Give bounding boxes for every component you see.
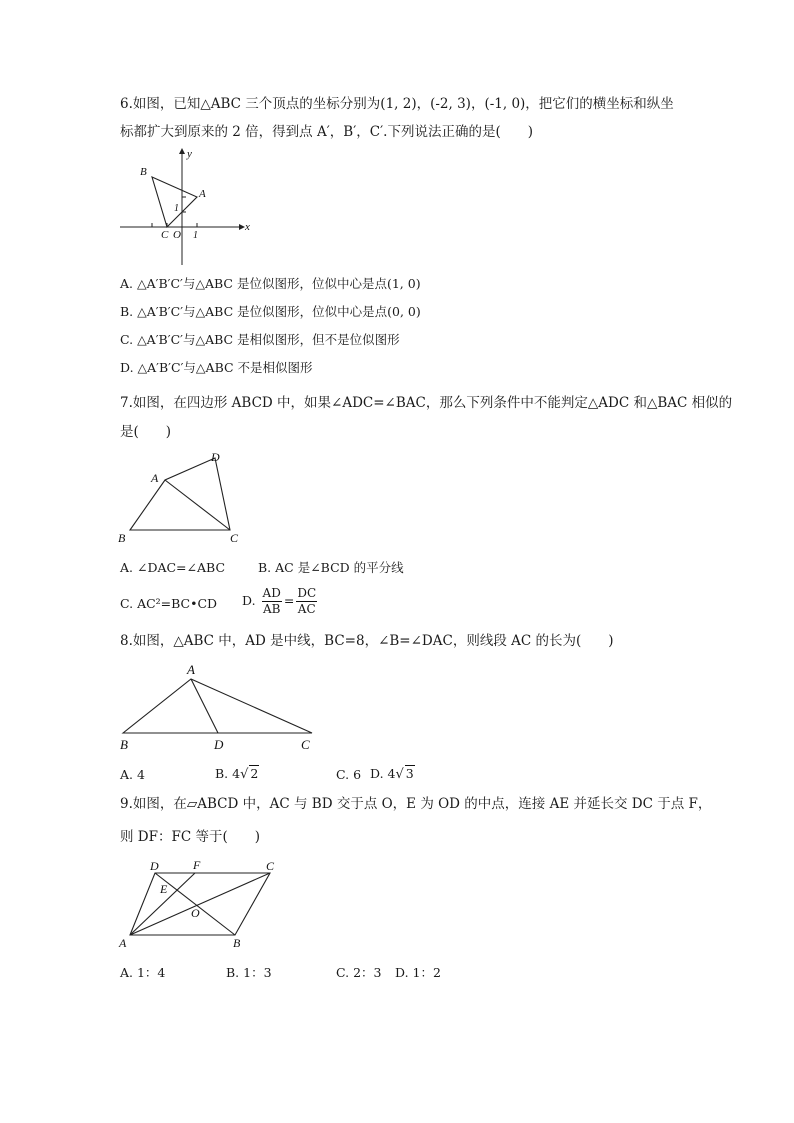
q7-option-d-equals: = xyxy=(283,593,295,608)
q9-label-B: B xyxy=(233,936,241,950)
q9-option-b: B. 1：3 xyxy=(226,965,272,980)
q9-label-E: E xyxy=(160,882,168,896)
q8-label-C: C xyxy=(301,737,310,752)
q7-option-d-num1: AD xyxy=(262,586,281,600)
q8-option-b xyxy=(215,765,259,783)
q9-option-c: C. 2：3 xyxy=(336,965,382,980)
q9-stem-line2: 则 DF：FC 等于( ) xyxy=(120,829,261,845)
q9-parallelogram-figure xyxy=(115,855,290,955)
q6-label-y-axis: y xyxy=(187,148,192,160)
q8-label-D: D xyxy=(214,737,224,752)
q8-option-b-radicand: 2 xyxy=(250,766,259,781)
sqrt-icon: √ xyxy=(240,767,249,782)
q7-option-d-den1: AB xyxy=(262,602,281,616)
q7-label-A: A xyxy=(151,471,159,485)
sqrt-icon: √ xyxy=(395,767,404,782)
q7-label-D: D xyxy=(211,450,220,464)
q7-option-c: C. AC²=BC•CD xyxy=(120,596,218,611)
q9-label-C: C xyxy=(266,859,275,873)
q6-stem-line2: 标都扩大到原来的 2 倍，得到点 A′，B′，C′.下列说法正确的是( ) xyxy=(120,124,533,140)
q9-option-a: A. 1：4 xyxy=(120,965,166,980)
q8-option-c: C. 6 xyxy=(336,767,362,782)
q9-label-A: A xyxy=(119,936,127,950)
q8-triangle-figure xyxy=(115,660,325,755)
q9-stem-line1: 9.如图，在▱ABCD 中，AC 与 BD 交于点 O，E 为 OD 的中点，连接 AE 并延长交 DC 于点 F， xyxy=(120,796,712,812)
q7-label-C: C xyxy=(230,531,239,545)
q7-quadrilateral-figure xyxy=(115,448,250,548)
q7-option-d xyxy=(242,586,319,617)
q7-option-a: A. ∠DAC=∠ABC xyxy=(120,560,226,575)
q8-option-a: A. 4 xyxy=(120,767,145,782)
q6-option-c: C. △A′B′C′与△ABC 是相似图形，但不是位似图形 xyxy=(120,332,400,347)
q8-option-d-prefix: D. 4 xyxy=(370,766,396,781)
q6-option-b: B. △A′B′C′与△ABC 是位似图形，位似中心是点(0, 0) xyxy=(120,304,421,319)
q7-option-d-den2: AC xyxy=(297,602,316,616)
q7-option-b: B. AC 是∠BCD 的平分线 xyxy=(258,560,404,575)
q9-option-d: D. 1：2 xyxy=(395,965,441,980)
q7-option-d-fraction-1 xyxy=(262,586,282,617)
q6-label-O: O xyxy=(173,229,181,241)
q8-option-d-radicand: 3 xyxy=(405,766,414,781)
q7-option-d-prefix: D. xyxy=(242,593,256,608)
q6-label-B: B xyxy=(140,166,147,178)
q6-label-unit-y: 1 xyxy=(174,203,179,214)
q6-option-d: D. △A′B′C′与△ABC 不是相似图形 xyxy=(120,360,313,375)
q6-option-a: A. △A′B′C′与△ABC 是位似图形，位似中心是点(1, 0) xyxy=(120,276,421,291)
q9-label-O: O xyxy=(191,906,200,920)
q7-option-d-num2: DC xyxy=(297,586,317,600)
q6-coordinate-figure xyxy=(115,145,260,270)
q8-option-d xyxy=(370,765,415,783)
q7-stem-line2: 是( ) xyxy=(120,424,172,440)
q9-label-D: D xyxy=(150,859,159,873)
q6-label-C: C xyxy=(161,229,169,241)
q6-label-x-axis: x xyxy=(245,221,250,233)
q8-label-A: A xyxy=(187,662,195,677)
q6-label-unit-x: 1 xyxy=(193,230,198,241)
q7-stem-line1: 7.如图，在四边形 ABCD 中，如果∠ADC=∠BAC，那么下列条件中不能判定△ADC 和△BAC 相似的 xyxy=(120,395,733,411)
q8-label-B: B xyxy=(120,737,128,752)
q7-label-B: B xyxy=(118,531,126,545)
q6-stem-line1: 6.如图，已知△ABC 三个顶点的坐标分别为(1, 2)，(-2, 3)，(-1, 0)，把它们的横坐标和纵坐 xyxy=(120,96,674,112)
q8-option-b-prefix: B. 4 xyxy=(215,766,241,781)
q7-option-d-fraction-2 xyxy=(296,586,317,617)
q8-stem-line1: 8.如图，△ABC 中，AD 是中线，BC=8，∠B=∠DAC，则线段 AC 的长为( ) xyxy=(120,633,614,649)
q6-label-A: A xyxy=(199,188,206,200)
q9-label-F: F xyxy=(193,858,201,872)
